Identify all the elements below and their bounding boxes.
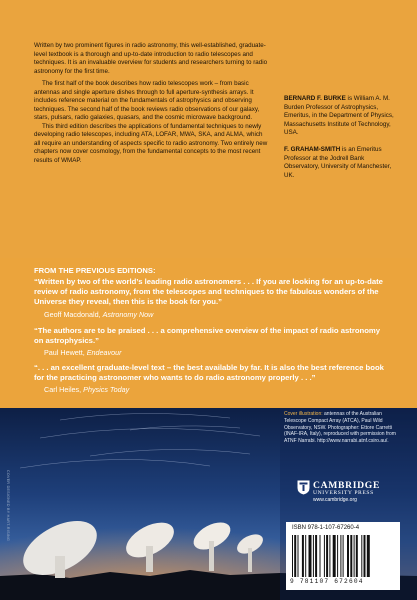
barcode-digits: 9 781107 672604 <box>290 578 364 585</box>
cover-design-credit <box>2 470 10 595</box>
cover-illustration-credit <box>284 411 404 445</box>
description-paragraph-1: Written by two prominent figures in radio astronomy, this well-established, graduate-level textbook is a thorough and up-to-date introduction to radio telescopes and techniques. It is an invaluable overview for students and researchers turning to radio astronomy for the first time. <box>34 42 268 75</box>
author-name-burke: BERNARD F. BURKE <box>284 95 346 102</box>
description-panel <box>0 0 417 258</box>
isbn-barcode <box>286 522 400 590</box>
publisher-name: CAMBRIDGE <box>313 480 381 491</box>
quote-2-source: Endeavour <box>86 348 122 357</box>
description-paragraph-2: The first half of the book describes how radio telescopes work – from basic antennas and single aperture dishes through to full aperture-synthesis arrays. It includes reference material on the fundamentals of astrophysics and observing techniques. The second half of the book reviews radio observations of our galaxy, stars, pulsars, radio galaxies, quasars, and the cosmic microwave background. <box>34 80 260 121</box>
isbn-number: ISBN 978-1-107-67260-4 <box>292 525 360 531</box>
quote-1: “Written by two of the world’s leading radio astronomers . . . If you are looking for an up-to-date review of radio astronomy, from the telescopes and techniques to the fabulous wonders of the Universe they reveal, then this is the book for you.” <box>34 277 383 307</box>
author-text-graham-smith: is an Emeritus Professor at the Jodrell Bank Observatory, University of Manchester, UK. <box>284 146 392 179</box>
publisher-url[interactable]: www.cambridge.org <box>313 497 357 503</box>
author-bio-burke <box>284 95 396 138</box>
quote-1-attribution <box>44 310 153 319</box>
author-bio-graham-smith <box>284 146 396 180</box>
author-name-graham-smith: F. GRAHAM-SMITH <box>284 146 341 153</box>
quote-2: “The authors are to be praised . . . a comprehensive overview of the impact of radio astronomy on astrophysics.” <box>34 326 381 346</box>
quote-3-source: Physics Today <box>83 385 130 394</box>
quote-2-author: Paul Hewett, <box>44 348 87 357</box>
cover-illustration-label: Cover illustration: <box>284 411 323 417</box>
quote-1-source: Astronomy Now <box>102 310 154 319</box>
quote-1-author: Geoff Macdonald, <box>44 310 103 319</box>
barcode-icon <box>292 535 394 577</box>
quote-2-attribution <box>44 348 122 357</box>
quotes-heading: FROM THE PREVIOUS EDITIONS: <box>34 266 156 275</box>
cover-illustration-text: antennas of the Australian Telescope Compact Array (ATCA), Paul Wild Observatory, NSW. Photographer: Ettore Carretti (INAF-IRA, Italy), reproduced with permission from ATNF Narrabi. http://www.narrabi.atnf.csiro.au/. <box>284 411 396 444</box>
author-text-burke: is William A. M. Burden Professor of Astrophysics, Emeritus, in the Department of Physics, Massachusetts Institute of Technology, USA. <box>284 95 394 136</box>
cambridge-shield-icon <box>297 480 310 495</box>
quote-3: “. . . an excellent graduate-level text – the best available by far. It is also the best reference book for the practicing astronomer who wants to do radio astronomy properly . . .” <box>34 363 384 383</box>
description-paragraph-3: This third edition describes the applications of fundamental techniques to newly developing radio telescopes, including ATA, LOFAR, MWA, SKA, and ALMA, which all require an understanding of aspects specific to radio astronomy. Two entirely new chapters now cover cosmology, from the fundamental concepts to the most recent results of WMAP. <box>34 122 268 164</box>
quote-3-author: Carl Heiles, <box>44 385 84 394</box>
review-quotes <box>0 258 417 408</box>
cover-design-credit-text: COVER DESIGNED BY HART-RISING <box>6 470 10 542</box>
book-description <box>34 42 270 169</box>
quote-3-attribution <box>44 385 129 394</box>
publisher-press: UNIVERSITY PRESS <box>313 490 374 496</box>
